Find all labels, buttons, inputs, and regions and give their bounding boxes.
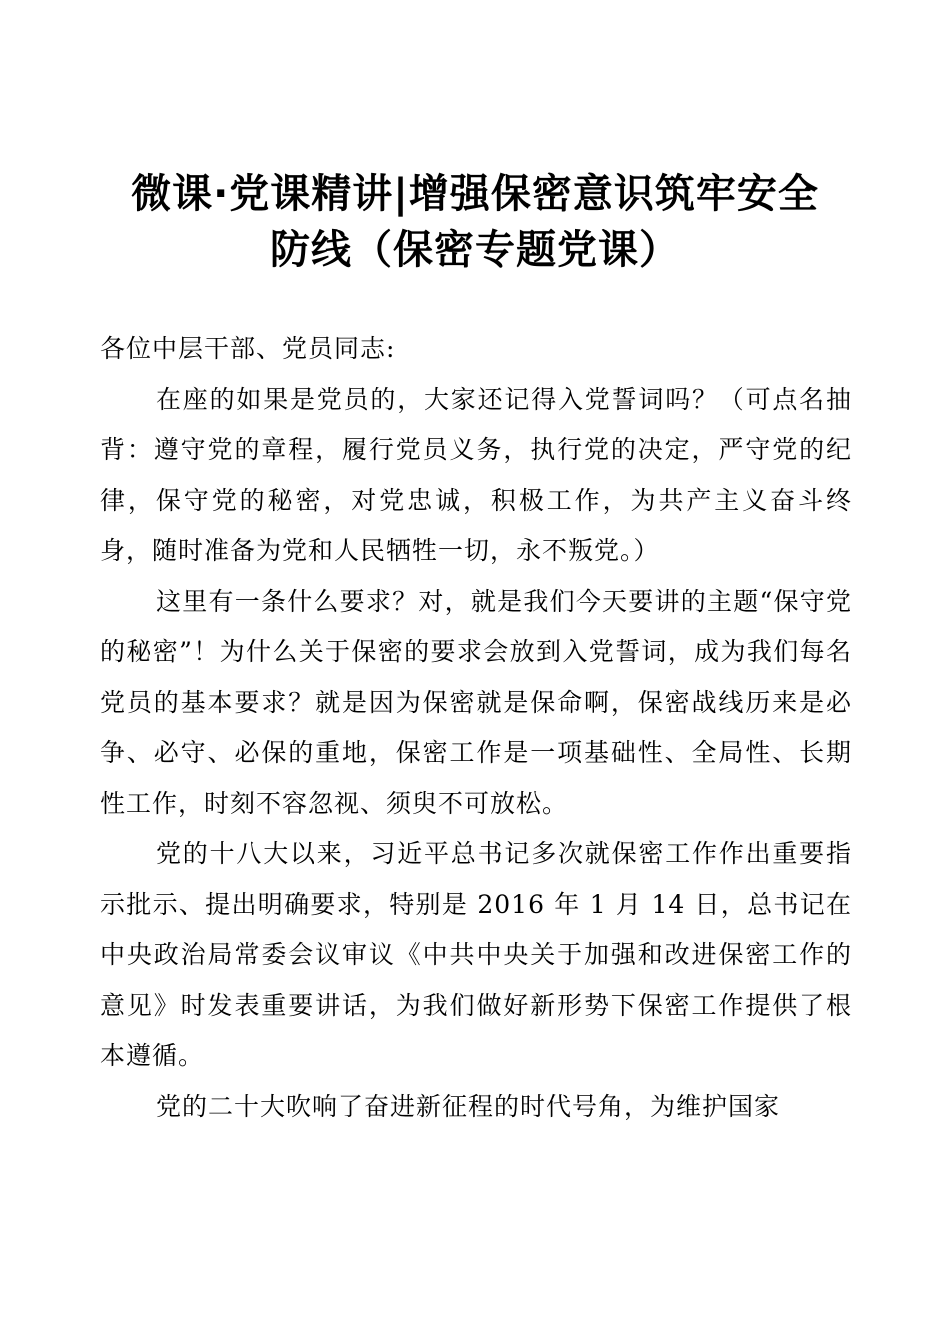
paragraph-requirement: 这里有一条什么要求？对，就是我们今天要讲的主题“保守党的秘密”！为什么关于保密的要求会放到入党誓词，成为我们每名党员的基本要求？就是因为保密就是保命啊，保密战线历来是必争、必守、必保的重地，保密工作是一项基础性、全局性、长期性工作，时刻不容忽视、须臾不可放松。 <box>100 586 852 818</box>
paragraph-twentieth-congress: 党的二十大吹响了奋进新征程的时代号角，为维护国家 <box>156 1091 781 1121</box>
paragraph-eighteenth-congress: 党的十八大以来，习近平总书记多次就保密工作作出重要指示批示、提出明确要求，特别是 2016 年 1 月 14 日，总书记在中央政治局常委会议审议《中共中央关于加强和改进保密工作的意见》时发表重要讲话，为我们做好新形势下保密工作提供了根本遵循。 <box>100 839 852 1070</box>
paragraph-oath: 在座的如果是党员的，大家还记得入党誓词吗？（可点名抽背：遵守党的章程，履行党员义务，执行党的决定，严守党的纪律，保守党的秘密，对党忠诚，积极工作，为共产主义奋斗终身，随时准备为党和人民牺牲一切，永不叛党。） <box>100 384 852 565</box>
salutation: 各位中层干部、党员同志: <box>100 334 396 363</box>
document-title <box>90 166 860 278</box>
title-line-2: 防线（保密专题党课） <box>270 227 680 273</box>
document-body <box>100 324 852 1132</box>
title-line-1: 微课·党课精讲|增强保密意识筑牢安全 <box>131 171 819 217</box>
